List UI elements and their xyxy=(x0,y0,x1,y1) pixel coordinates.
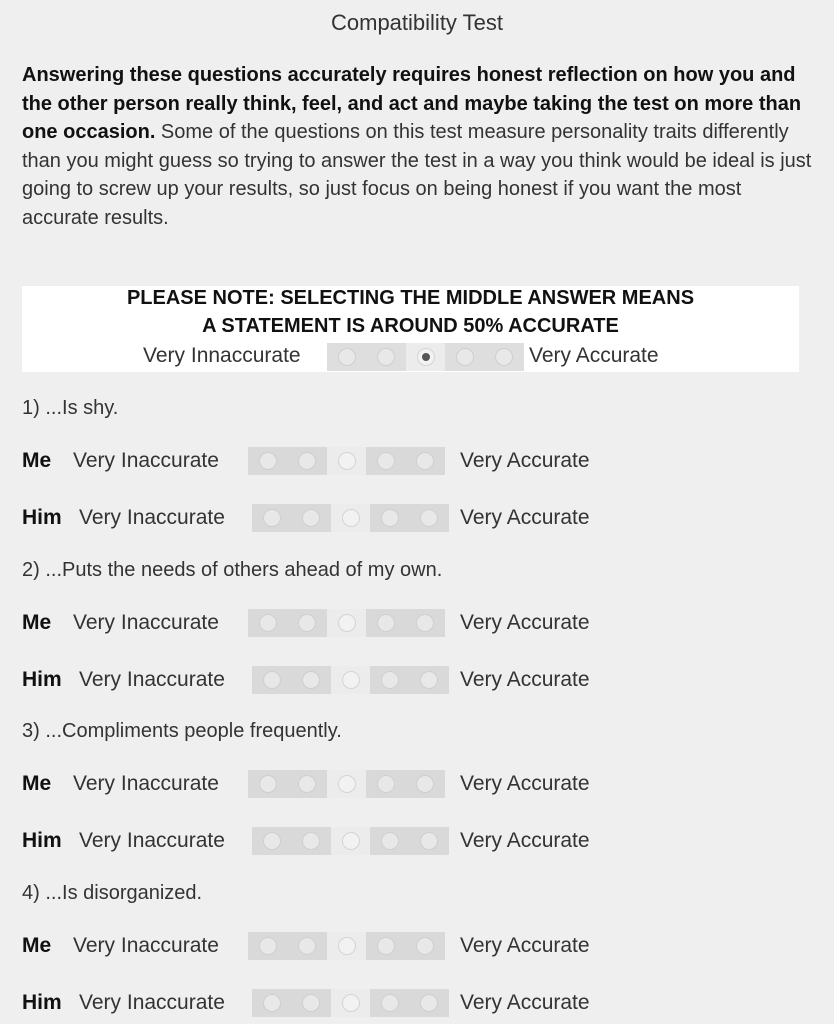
intro-text xyxy=(22,61,812,232)
respondent-label-me: Me xyxy=(22,449,52,472)
answer-radio-group-q1-me xyxy=(248,447,445,475)
answer-option-4[interactable] xyxy=(370,827,409,855)
radio-checked-icon xyxy=(417,348,435,366)
radio-icon xyxy=(416,775,434,793)
radio-icon xyxy=(416,452,434,470)
example-left-label: Very Innaccurate xyxy=(143,344,301,367)
radio-icon xyxy=(259,775,277,793)
respondent-label-me: Me xyxy=(22,934,52,957)
radio-icon xyxy=(456,348,474,366)
scale-right-label: Very Accurate xyxy=(460,934,590,957)
note-box xyxy=(22,286,799,372)
answer-option-3[interactable] xyxy=(331,504,370,532)
answer-option-3[interactable] xyxy=(327,770,366,798)
note-line-2: A STATEMENT IS AROUND 50% ACCURATE xyxy=(202,315,619,337)
example-option-4 xyxy=(445,343,484,371)
radio-icon xyxy=(259,937,277,955)
radio-icon xyxy=(298,614,316,632)
answer-option-5[interactable] xyxy=(410,827,449,855)
answer-option-2[interactable] xyxy=(291,827,330,855)
scale-left-label: Very Inaccurate xyxy=(79,829,225,852)
scale-right-label: Very Accurate xyxy=(460,506,590,529)
answer-option-3[interactable] xyxy=(331,666,370,694)
radio-icon xyxy=(377,775,395,793)
answer-option-4[interactable] xyxy=(366,932,405,960)
answer-option-2[interactable] xyxy=(291,504,330,532)
answer-option-4[interactable] xyxy=(366,609,405,637)
answer-option-2[interactable] xyxy=(287,932,326,960)
answer-radio-group-q1-him xyxy=(252,504,449,532)
radio-icon xyxy=(342,509,360,527)
respondent-label-him: Him xyxy=(22,506,62,529)
scale-right-label: Very Accurate xyxy=(460,772,590,795)
radio-icon xyxy=(263,832,281,850)
radio-icon xyxy=(263,671,281,689)
example-option-1 xyxy=(327,343,366,371)
question-text: 1) ...Is shy. xyxy=(22,397,119,419)
radio-icon xyxy=(495,348,513,366)
radio-icon xyxy=(420,509,438,527)
answer-option-5[interactable] xyxy=(406,447,445,475)
answer-radio-group-q2-him xyxy=(252,666,449,694)
answer-option-4[interactable] xyxy=(370,504,409,532)
intro-normal: Some of the questions on this test measure personality traits differently than you might guess so trying to answer the test in a way you think would be ideal is just going to screw up your results, so just focus on being honest if you want the most accurate results. xyxy=(22,121,812,229)
radio-icon xyxy=(338,775,356,793)
radio-icon xyxy=(420,671,438,689)
radio-icon xyxy=(416,937,434,955)
answer-radio-group-q2-me xyxy=(248,609,445,637)
answer-option-1[interactable] xyxy=(248,609,287,637)
answer-option-4[interactable] xyxy=(370,989,409,1017)
answer-option-3[interactable] xyxy=(331,989,370,1017)
example-scale xyxy=(22,342,799,372)
radio-icon xyxy=(377,452,395,470)
note-line-1: PLEASE NOTE: SELECTING THE MIDDLE ANSWER MEANS xyxy=(126,287,695,309)
answer-option-1[interactable] xyxy=(252,827,291,855)
scale-left-label: Very Inaccurate xyxy=(79,991,225,1014)
example-radio-group xyxy=(327,343,524,371)
answer-option-2[interactable] xyxy=(291,989,330,1017)
radio-icon xyxy=(338,348,356,366)
radio-icon xyxy=(263,509,281,527)
radio-icon xyxy=(259,614,277,632)
radio-icon xyxy=(381,832,399,850)
answer-option-2[interactable] xyxy=(287,609,326,637)
example-option-5 xyxy=(485,343,524,371)
radio-icon xyxy=(298,775,316,793)
answer-option-5[interactable] xyxy=(406,932,445,960)
radio-icon xyxy=(416,614,434,632)
respondent-label-him: Him xyxy=(22,991,62,1014)
answer-option-5[interactable] xyxy=(406,770,445,798)
scale-right-label: Very Accurate xyxy=(460,449,590,472)
answer-option-1[interactable] xyxy=(252,666,291,694)
radio-icon xyxy=(259,452,277,470)
respondent-label-me: Me xyxy=(22,772,52,795)
answer-radio-group-q4-me xyxy=(248,932,445,960)
answer-option-5[interactable] xyxy=(410,666,449,694)
respondent-label-him: Him xyxy=(22,829,62,852)
radio-icon xyxy=(381,509,399,527)
question-text: 3) ...Compliments people frequently. xyxy=(22,720,342,742)
answer-option-2[interactable] xyxy=(287,447,326,475)
question-text: 4) ...Is disorganized. xyxy=(22,882,203,904)
scale-left-label: Very Inaccurate xyxy=(73,449,219,472)
radio-icon xyxy=(302,509,320,527)
example-option-2 xyxy=(366,343,405,371)
answer-radio-group-q4-him xyxy=(252,989,449,1017)
radio-icon xyxy=(420,832,438,850)
question-text: 2) ...Puts the needs of others ahead of my own. xyxy=(22,559,443,581)
radio-icon xyxy=(381,671,399,689)
answer-option-3[interactable] xyxy=(327,447,366,475)
radio-icon xyxy=(377,348,395,366)
answer-option-1[interactable] xyxy=(248,770,287,798)
radio-icon xyxy=(338,452,356,470)
radio-icon xyxy=(302,994,320,1012)
answer-option-4[interactable] xyxy=(366,447,405,475)
answer-option-3[interactable] xyxy=(327,609,366,637)
example-right-label: Very Accurate xyxy=(529,344,659,367)
radio-icon xyxy=(420,994,438,1012)
answer-radio-group-q3-me xyxy=(248,770,445,798)
radio-icon xyxy=(298,452,316,470)
radio-icon xyxy=(342,832,360,850)
scale-right-label: Very Accurate xyxy=(460,991,590,1014)
answer-option-1[interactable] xyxy=(252,504,291,532)
radio-icon xyxy=(377,937,395,955)
answer-option-3[interactable] xyxy=(331,827,370,855)
intro-bold: Answering these questions accurately requires honest reflection on how you and the other person really think, feel, and act and maybe taking the test on more than one occasion. xyxy=(22,64,802,143)
scale-left-label: Very Inaccurate xyxy=(79,668,225,691)
answer-option-1[interactable] xyxy=(248,447,287,475)
scale-left-label: Very Inaccurate xyxy=(79,506,225,529)
scale-left-label: Very Inaccurate xyxy=(73,934,219,957)
answer-option-5[interactable] xyxy=(410,989,449,1017)
answer-option-4[interactable] xyxy=(370,666,409,694)
answer-option-4[interactable] xyxy=(366,770,405,798)
respondent-label-me: Me xyxy=(22,611,52,634)
radio-icon xyxy=(342,671,360,689)
answer-option-5[interactable] xyxy=(406,609,445,637)
answer-option-5[interactable] xyxy=(410,504,449,532)
radio-icon xyxy=(302,671,320,689)
page-title: Compatibility Test xyxy=(331,10,503,35)
radio-icon xyxy=(263,994,281,1012)
answer-radio-group-q3-him xyxy=(252,827,449,855)
scale-left-label: Very Inaccurate xyxy=(73,611,219,634)
radio-icon xyxy=(377,614,395,632)
respondent-label-him: Him xyxy=(22,668,62,691)
scale-right-label: Very Accurate xyxy=(460,829,590,852)
answer-option-3[interactable] xyxy=(327,932,366,960)
scale-right-label: Very Accurate xyxy=(460,611,590,634)
scale-right-label: Very Accurate xyxy=(460,668,590,691)
scale-left-label: Very Inaccurate xyxy=(73,772,219,795)
answer-option-2[interactable] xyxy=(287,770,326,798)
answer-option-1[interactable] xyxy=(248,932,287,960)
radio-icon xyxy=(342,994,360,1012)
radio-icon xyxy=(381,994,399,1012)
answer-option-1[interactable] xyxy=(252,989,291,1017)
example-option-3 xyxy=(406,343,445,371)
radio-icon xyxy=(302,832,320,850)
radio-icon xyxy=(338,614,356,632)
answer-option-2[interactable] xyxy=(291,666,330,694)
radio-icon xyxy=(338,937,356,955)
radio-icon xyxy=(298,937,316,955)
